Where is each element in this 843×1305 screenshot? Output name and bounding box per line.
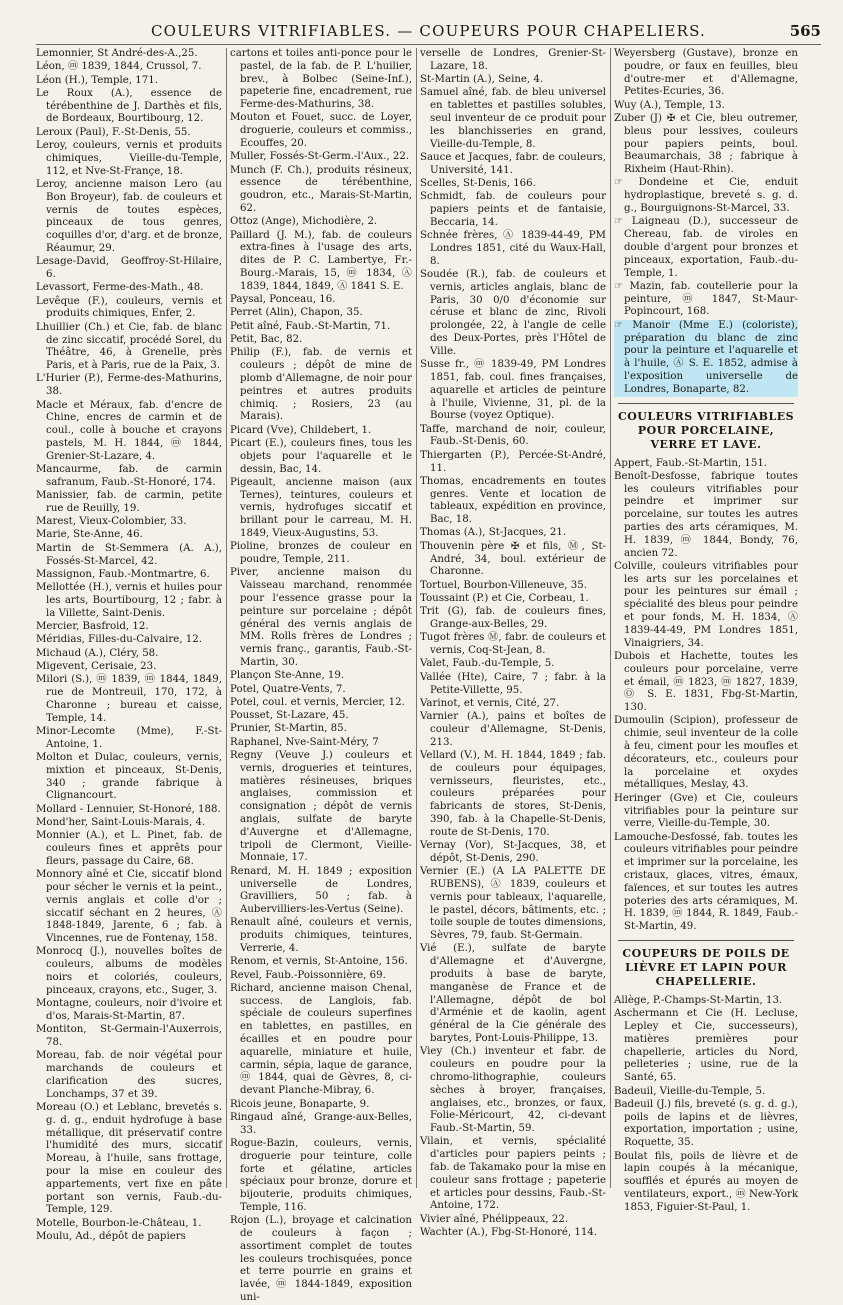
section-heading-line: VERRE ET LAVE. (650, 437, 762, 451)
directory-entry: Schmidt, fab. de couleurs pour papiers peints et de fantaisie, Beccaria, 14. (420, 191, 606, 228)
directory-entry: Wuy (A.), Temple, 13. (614, 99, 725, 111)
directory-entry: Badeuil, Vieille-du-Temple, 5. (614, 1085, 766, 1097)
directory-entry: Ricois jeune, Bonaparte, 9. (230, 1098, 370, 1110)
directory-entry: Vernay (Vor), St-Jacques, 38, et dépôt, St-Denis, 290. (420, 840, 606, 864)
directory-entry: Badeuil (J.) fils, breveté (s. g. d. g.), poils de lapins et de lièvres, exportation, importation ; usine, Roquette, 35. (614, 1098, 798, 1149)
directory-entry: Ringaud aîné, Grange-aux-Belles, 33. (230, 1111, 412, 1136)
directory-entry: Vernier (E.) (A LA PALETTE DE RUBENS), Ⓐ 1839, couleurs et vernis pour tableaux, l'aquarelle, le pastel, décors, bâtiments, etc. ; toile souple de toutes dimensions, Sèvres, 79, faub. St-Germain. (420, 866, 606, 942)
directory-entry: Pioline, bronzes de couleur en poudre, Temple, 211. (230, 541, 412, 566)
directory-entry: Massignon, Faub.-Montmartre, 6. (36, 568, 210, 580)
directory-entry: Le Roux (A.), essence de térébenthine de J. Darthès et fils, de Bordeaux, Bourtibourg, 12. (36, 87, 222, 125)
directory-entry: Vivier aîné, Phélippeaux, 22. (420, 1213, 569, 1225)
directory-entry: Pigeault, ancienne maison (aux Ternes), teintures, couleurs et vernis, hydrofuges siccatif et brillant pour le carreau, M. H. 1849, Vieux-Augustins, 53. (230, 476, 412, 539)
directory-entry: Levêque (F.), couleurs, vernis et produits chimiques, Enfer, 2. (36, 295, 222, 320)
directory-entry: Rogue-Bazin, couleurs, vernis, droguerie pour teinture, colle forte et gélatine, articles spéciaux pour bronze, dorure et bijouterie, produits chimiques, Temple, 116. (230, 1137, 412, 1213)
directory-entry: Scelles, St-Denis, 166. (420, 177, 536, 189)
directory-entry: Petit, Bac, 82. (230, 334, 303, 346)
directory-entry: Thomas, encadrements en toutes genres. Vente et location de tableaux, expédition en province, Bac, 18. (420, 475, 606, 526)
directory-entry: Macle et Méraux, fab. d'encre de Chine, encres de carmin et de coul., colle à bouche et crayons pastels, M. H. 1844, ⓜ 1844, Grenier-St-Lazare, 4. (36, 399, 222, 462)
directory-entry: L'Hurier (P.), Ferme-des-Mathurins, 38. (36, 373, 222, 398)
directory-entry: Ottoz (Ange), Michodière, 2. (230, 216, 378, 228)
directory-entry: ☞ Laigneau (D.), successeur de Chereau, fab. de viroles en double d'argent pour bronzes et pinceaux, exportation, Faub.-du-Temple, 1. (614, 216, 798, 279)
column-divider (610, 48, 611, 1188)
directory-entry: Taffe, marchand de noir, couleur, Faub.-St-Denis, 60. (420, 423, 606, 448)
column-3 (420, 48, 606, 1239)
column-2 (230, 48, 412, 1303)
directory-entry: Dubois et Hachette, toutes les couleurs pour porcelaine, verre et émail, ⓜ 1823, ⓜ 1827, 1839, Ⓞ S. E. 1831, Fbg-St-Martin, 130. (614, 650, 798, 714)
directory-entry: Mond'her, Saint-Louis-Marais, 4. (36, 817, 206, 829)
directory-entry: Paillard (J. M.), fab. de couleurs extra-fines à l'usage des arts, dites de P. C. Lambertye, Fr.-Bourg.-Marais, 15, ⓜ 1834, Ⓐ 1839, 1844, 1849, Ⓐ 1841 S. E. (230, 229, 412, 292)
directory-entry: Vallée (Hte), Caire, 7 ; fabr. à la Petite-Villette, 95. (420, 671, 606, 696)
directory-entry: Revel, Faub.-Poissonnière, 69. (230, 969, 386, 981)
column-divider (416, 48, 417, 1188)
directory-entry: Thouvenin père ✠ et fils, Ⓜ, St-André, 34, boul. extérieur de Charonne. (420, 540, 606, 578)
directory-entry: Susse fr., ⓜ 1839-49, PM Londres 1851, fab. coul. fines françaises, aquarelle et articles de peinture à l'huile, Vivienne, 31, pl. de la Bourse (voyez Optique). (420, 359, 606, 422)
section-divider (618, 403, 794, 404)
directory-entry: Valet, Faub.-du-Temple, 5. (420, 658, 555, 670)
directory-entry: Leroy, ancienne maison Lero (au Bon Broyeur), fab. de couleurs et vernis de toutes espèces, pinceaux de tous genres, coquilles d'or, d'arg. et de bronze, Réaumur, 29. (36, 178, 223, 254)
directory-entry: Perret (Alin), Chapon, 35. (230, 307, 363, 319)
directory-entry: Potel, coul. et vernis, Mercier, 12. (230, 696, 405, 708)
directory-entry: Marie, Ste-Anne, 46. (36, 529, 143, 541)
directory-entry: Pousset, St-Lazare, 45. (230, 710, 349, 722)
column-1 (36, 48, 223, 1243)
directory-entry: Soudée (R.), fab. de couleurs et vernis, articles anglais, blanc de Paris, 30 0/0 d'économie sur céruse et blanc de zinc, Rivoli prolongée, 22, à l'angle de celle des Deux-Portes, près l'Hôtel de Ville. (420, 269, 606, 357)
directory-entry: Milori (S.), ⓜ 1839, ⓜ 1844, 1849, rue de Montreuil, 170, 172, à Charonne ; bureau et caisse, Temple, 14. (36, 674, 222, 724)
section-heading-line: COUPEURS DE POILS DE (622, 947, 790, 960)
directory-entry: Zuber (J) ✠ et Cie, bleu outremer, bleus pour lessives, couleurs pour papiers peints, boul. Beaumarchais, 38 ; fabrique à Rixheim (Haut-Rhin). (614, 112, 798, 176)
directory-entry: Mouton et Fouet, succ. de Loyer, droguerie, couleurs et commiss., Ecouffes, 20. (230, 112, 412, 150)
directory-entry: Leroy, couleurs, vernis et produits chimiques, Vieille-du-Temple, 112, et Nve-St-Françe, 18. (36, 140, 222, 177)
directory-entry: Aschermann et Cie (H. Lecluse, Lepley et Cie, successeurs), matières premières pour chapellerie, articles du Nord, pelleteries ; usine, rue de la Santé, 65. (614, 1008, 798, 1084)
directory-entry: Marest, Vieux-Colombier, 33. (36, 516, 187, 528)
directory-entry: Thiergarten (P.), Percée-St-André, 11. (420, 449, 606, 474)
section-heading-line: COULEURS VITRIFIABLES (617, 409, 795, 423)
page-number: 565 (789, 22, 821, 40)
directory-entry: Plançon Ste-Anne, 19. (230, 670, 345, 682)
directory-entry: Lhuillier (Ch.) et Cie, fab. de blanc de zinc siccatif, procédé Sorel, du Théâtre, 46, à Grenelle, près Paris, et à Paris, rue de la Paix, 3. (36, 321, 222, 372)
directory-entry: Thomas (A.), St-Jacques, 21. (420, 527, 567, 539)
directory-entry: Toussaint (P.) et Cie, Corbeau, 1. (420, 592, 589, 604)
directory-entry: Regny (Veuve J.) couleurs et vernis, drogueries et teintures, matières résineuses, briques anglaises, commission et consignation ; dépôt de vernis anglais, sulfate de baryte d'Auvergne et d'Allemagne, tripoli de Clermont, Vieille-Monnaie, 17. (230, 750, 412, 864)
directory-entry: Muller, Fossés-St-Germ.-l'Aux., 22. (230, 151, 410, 163)
directory-entry: Mancaurme, fab. de carmin safranum, Faub.-St-Honoré, 174. (36, 464, 222, 488)
highlighted-entry[interactable]: ☞ Manoir (Mme E.) (coloriste), préparation du blanc de zinc pour la peinture et l'aquarelle et à l'huile, Ⓐ S. E. 1852, admise à l'exposition universelle de Londres, Bonaparte, 82. (614, 319, 798, 395)
directory-entry: Picard (Vve), Childebert, 1. (230, 424, 372, 436)
directory-entry: Moreau, fab. de noir végétal pour marchands de couleurs et clarification des sucres, Lonchamps, 37 et 39. (36, 1050, 222, 1100)
directory-entry: Dumoulin (Scipion), professeur de chimie, seul inventeur de la colle à feu, ciment pour les moufles et décorateurs, etc., couleurs pour la porcelaine et oxydes métalliques, Meslay, 43. (614, 715, 798, 791)
directory-entry: Tugot frères Ⓜ, fabr. de couleurs et vernis, Coq-St-Jean, 8. (420, 632, 606, 657)
directory-entry: Sauce et Jacques, fabr. de couleurs, Université, 141. (420, 151, 606, 176)
directory-entry: Trit (G), fab. de couleurs fines, Grange-aux-Belles, 29. (420, 606, 606, 631)
running-head (36, 22, 821, 45)
directory-entry: cartons et toiles anti-ponce pour le pastel, de la fab. de P. L'huilier, brev., à Bolbec (Seine-Inf.), papeterie fine, encadrement, rue Ferme-des-Mathurins, 38. (230, 48, 412, 111)
directory-entry: Schnée frères, Ⓐ 1839-44-49, PM Londres 1851, cité du Waux-Hall, 8. (420, 230, 606, 267)
directory-entry: Samuel aîné, fab. de bleu universel en tablettes et pastilles solubles, seul inventeur de ce produit pour les blanchisseries en grand, Vieille-du-Temple, 8. (420, 87, 606, 150)
directory-entry: Vilain, et vernis, spécialité d'articles pour papiers peints ; fab. de Takamako pour la mise en couleur sans frottage ; papeterie et articles pour dessins, Faub.-St-Antoine, 172. (420, 1136, 606, 1212)
directory-entry: Monnier (A.), et L. Pinet, fab. de couleurs fines et apprêts pour fleurs, passage du Caire, 68. (36, 830, 222, 867)
directory-entry: Lesage-David, Geoffroy-St-Hilaire, 6. (36, 256, 222, 281)
directory-entry: Vellard (V.), M. H. 1844, 1849 ; fab. de couleurs pour équipages, vernisseurs, fleuristes, etc., couleurs préparées pour fabricants de stores, St-Denis, 390, fab. à la Chapelle-St-Denis, route de St-Denis, 170. (420, 750, 606, 838)
section-heading-line: CHAPELLERIE. (655, 975, 757, 988)
directory-entry: Mollard - Lennuier, St-Honoré, 188. (36, 803, 221, 815)
directory-entry: Moulu, Ad., dépôt de papiers (36, 1231, 186, 1243)
section-heading-line: POUR PORCELAINE, (637, 423, 775, 437)
directory-entry: Appert, Faub.-St-Martin, 151. (614, 457, 768, 469)
directory-entry: Martin de St-Semmera (A. A.), Fossés-St-Marcel, 42. (36, 542, 222, 567)
directory-entry: Méridias, Filles-du-Calvaire, 12. (36, 634, 203, 646)
directory-entry: Paysal, Ponceau, 16. (230, 294, 336, 306)
directory-entry: Piver, ancienne maison du Vaisseau marchand, renommée pour l'essence grasse pour la peinture sur porcelaine ; dépôt général des vernis anglais de MM. Rolls frères de Londres ; vernis franç., garantis, Faub.-St-Martin, 30. (230, 567, 412, 668)
directory-entry: Potel, Quatre-Vents, 7. (230, 683, 346, 695)
section-heading-line: LIÈVRE ET LAPIN POUR (625, 961, 787, 974)
directory-entry: Monrocq (J.), nouvelles boîtes de couleurs, albums de modèles noirs et coloriés, couleurs, pinceaux, crayons, etc., Suger, 3. (36, 946, 222, 996)
directory-entry: Colville, couleurs vitrifiables pour les arts sur les porcelaines et pour les peintures sur émail ; spécialité des bleus pour peindre et pour fonds, M. H. 1834, Ⓐ 1839-44-49, PM Londres 1851, Vinaigriers, 34. (614, 560, 798, 649)
directory-entry: Michaud (A.), Cléry, 58. (36, 647, 159, 659)
directory-entry: Heringer (Gve) et Cie, couleurs vitrifiables pour la peinture sur verre, Vieille-du-Temple, 30. (614, 792, 798, 830)
directory-entry: St-Martin (A.), Seine, 4. (420, 74, 544, 86)
directory-entry: Varnier (A.), pains et boîtes de couleur d'Allemagne, St-Denis, 213. (420, 711, 606, 748)
directory-entry: Allège, P.-Champs-St-Martin, 13. (614, 995, 783, 1006)
directory-entry: Moreau (O.) et Leblanc, brevetés s. g. d. g., enduit hydrofuge à base métallique, dit préservatif contre l'humidité des murs, siccatif Moreau, à l'huile, sans frottage, pour la mise en couleur des appartements, vert fixe en pâte portant son vernis, Faub.-du-Temple, 129. (36, 1102, 222, 1216)
directory-entry: Rojon (L.), broyage et calcination de couleurs à façon ; assortiment complet de toutes les couleurs trochisquées, ponce et terre pourrie en grains et lavée, ⓜ 1844-1849, exposition uni- (230, 1215, 412, 1303)
directory-entry: Philip (F.), fab. de vernis et couleurs ; dépôt de mine de plomb d'Allemagne, de noir pour peintres et autres produits chimiq. ; Rosiers, 23 (au Marais). (230, 347, 412, 423)
directory-entry: Levassort, Ferme-des-Math., 48. (36, 282, 204, 294)
directory-entry: Molton et Dulac, couleurs, vernis, mixtion et pinceaux, St-Denis, 340 ; grande fabrique à Clignancourt. (36, 752, 222, 802)
section-divider (618, 940, 794, 941)
directory-entry: Vié (E.), sulfate de baryte d'Allemagne et d'Auvergne, produits à base de baryte, manganèse de France et de l'Allemagne, dépôt de bol d'Arménie et de kaolin, agent général de la Cie générale des barytes, Pont-Louis-Philippe, 13. (420, 943, 606, 1045)
directory-entry: Léon (H.), Temple, 171. (36, 74, 158, 86)
directory-entry: Monnory aîné et Cie, siccatif blond pour sécher le vernis et la peint., vernis anglais et colle d'or ; siccatif séchant en 2 heures, Ⓐ 1848-1849, Jarente, 6 ; fab. à Vincennes, rue de Fontenay, 158. (36, 869, 222, 945)
directory-entry: Wachter (A.), Fbg-St-Honoré, 114. (420, 1227, 598, 1239)
directory-entry: Renault aîné, couleurs et vernis, produits chimiques, teintures, Verrerie, 4. (230, 917, 412, 954)
column-4-top-entries (614, 48, 798, 319)
directory-entry: Tortuel, Bourbon-Villeneuve, 35. (420, 579, 587, 591)
directory-entry: Leroux (Paul), F.-St-Denis, 55. (36, 126, 191, 138)
directory-entry: Richard, ancienne maison Chenal, success. de Langlois, fab. spéciale de couleurs superfines en tablettes, en pastilles, en écailles et en poudre pour aquarelle, miniature et huile, carmin, sépia, laque de garance, ⓜ 1844, quai de Gèvres, 8, ci-devant Planche-Mibray, 6. (230, 982, 412, 1097)
page-title: COULEURS VITRIFIABLES. — COUPEURS POUR CHAPELIERS. (150, 22, 707, 40)
directory-entry: Léon, ⓜ 1839, 1844, Crussol, 7. (36, 61, 202, 73)
directory-entry: Montagne, couleurs, noir d'ivoire et d'os, Marais-St-Martin, 87. (36, 998, 222, 1022)
directory-entry: Picart (E.), couleurs fines, tous les objets pour l'aquarelle et le dessin, Bac, 14. (230, 437, 412, 475)
directory-entry: ☞ Mazin, fab. coutellerie pour la peinture, ⓜ 1847, St-Maur-Popincourt, 168. (614, 280, 798, 318)
directory-entry: Renard, M. H. 1849 ; exposition universelle de Londres, Gravilliers, 50 ; fab. à Aubervilliers-les-Vertus (Seine). (230, 865, 412, 916)
directory-entry: ☞ Dondeine et Cie, enduit hydroplastique, breveté s. g. d. g., Bourguignons-St-Marcel, 33. (614, 177, 798, 215)
directory-entry: Raphanel, Nve-Saint-Méry, 7 (230, 736, 379, 748)
directory-entry: Prunier, St-Martin, 85. (230, 723, 347, 735)
directory-entry: Montiton, St-Germain-l'Auxerrois, 78. (36, 1024, 222, 1049)
section-entries-coupeurs (614, 995, 798, 1215)
column-divider (226, 48, 227, 1188)
directory-entry: Renom, et vernis, St-Antoine, 156. (230, 956, 408, 968)
directory-entry: Weyersberg (Gustave), bronze en poudre, or faux en feuilles, bleu d'outre-mer et d'Allemagne, Petites-Ecuries, 36. (614, 48, 798, 98)
directory-entry: Manissier, fab. de carmin, petite rue de Reuilly, 19. (36, 490, 222, 514)
directory-entry: Minor-Lecomte (Mme), F.-St-Antoine, 1. (36, 725, 222, 750)
directory-entry: Boulat fils, poils de lièvre et de lapin coupés à la mécanique, soufflés et épurés au moyen de ventilateurs, export., ⓜ New-York 1853, Figuier-St-Paul, 1. (614, 1150, 798, 1213)
directory-entry: Lamouche-Desfossé, fab. toutes les couleurs vitrifiables pour peindre et imprimer sur la porcelaine, les cristaux, glaces, vitres, émaux, faïences, et sur toutes les autres poteries des arts céramiques, M. H. 1839, ⓜ 1844, R. 1849, Faub.-St-Martin, 49. (614, 831, 798, 933)
column-4 (614, 48, 798, 1213)
directory-entry: verselle de Londres, Grenier-St-Lazare, 18. (420, 48, 606, 72)
directory-entry: Viey (Ch.) inventeur et fabr. de couleurs en poudre pour la chromo-lithographie, couleurs sèches à broyer, françaises, anglaises, etc., bronzes, or faux, Folie-Méricourt, 42, ci-devant Faub.-St-Martin, 59. (420, 1046, 606, 1135)
directory-entry: Petit aîné, Faub.-St-Martin, 71. (230, 320, 391, 332)
section-entries-vitrifiables (614, 458, 798, 934)
section-heading-vitrifiables (614, 410, 798, 452)
directory-entry: Mercier, Basfroid, 12. (36, 621, 149, 633)
section-heading-coupeurs (614, 947, 798, 989)
directory-entry: Mellottée (H.), vernis et huiles pour les arts, Bourtibourg, 12 ; fabr. à la Villette, Saint-Denis. (36, 582, 222, 619)
directory-entry: Migevent, Cerisaie, 23. (36, 660, 157, 672)
directory-entry: Munch (F. Ch.), produits résineux, essence de térébenthine, goudron, etc., Marais-St-Martin, 62. (230, 164, 412, 215)
directory-entry: Benoît-Desfosse, fabrique toutes les couleurs vitrifiables pour peindre et imprimer sur porcelaine, sur toutes les autres parties des arts céramiques, M. H. 1839, ⓜ 1844, Bondy, 76, ancien 72. (614, 470, 798, 559)
directory-entry: Lemonnier, St André-des-A.,25. (36, 48, 198, 59)
directory-entry: Varinot, et vernis, Cité, 27. (420, 697, 560, 709)
directory-entry: Motelle, Bourbon-le-Château, 1. (36, 1217, 202, 1229)
